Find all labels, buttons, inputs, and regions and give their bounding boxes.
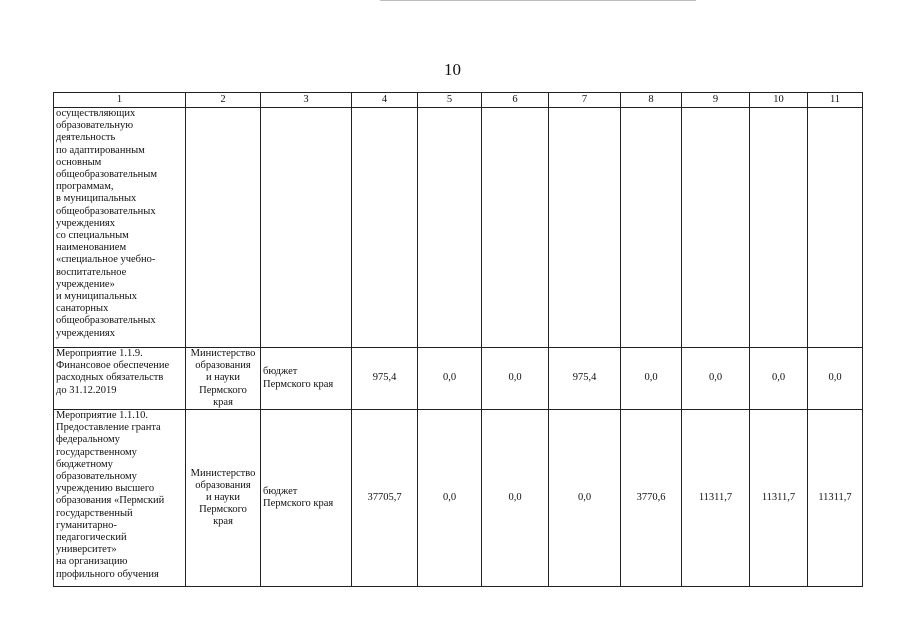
value-cell: 975,4 — [549, 348, 621, 410]
column-header: 6 — [482, 93, 549, 108]
empty-cell — [261, 108, 352, 348]
column-header: 8 — [621, 93, 682, 108]
column-header: 3 — [261, 93, 352, 108]
value-cell: 0,0 — [750, 348, 808, 410]
table-row-1-1-10 — [54, 410, 863, 587]
empty-cell — [186, 108, 261, 348]
funding-source-cell: бюджет Пермского края — [261, 348, 352, 410]
value-cell: 11311,7 — [750, 410, 808, 587]
value-cell: 11311,7 — [808, 410, 863, 587]
row-name: Мероприятие 1.1.10. Предоставление гранта федеральному государственному бюджетному образовательному учреждению высшего образования «Пермский государственный гуманитарно- педагогический университет» на организацию профильного обучения — [54, 410, 186, 587]
empty-cell — [808, 108, 863, 348]
column-header: 10 — [750, 93, 808, 108]
column-header: 1 — [54, 93, 186, 108]
value-cell: 0,0 — [418, 348, 482, 410]
empty-cell — [352, 108, 418, 348]
value-cell: 0,0 — [418, 410, 482, 587]
column-header: 4 — [352, 93, 418, 108]
table-row-continuation — [54, 108, 863, 348]
top-edge-line — [380, 0, 696, 1]
value-cell: 0,0 — [482, 348, 549, 410]
value-cell: 0,0 — [549, 410, 621, 587]
empty-cell — [621, 108, 682, 348]
column-header: 7 — [549, 93, 621, 108]
value-cell: 3770,6 — [621, 410, 682, 587]
table-row-1-1-9 — [54, 348, 863, 410]
column-header: 9 — [682, 93, 750, 108]
header-row — [54, 93, 863, 108]
value-cell: 0,0 — [482, 410, 549, 587]
row-name: осуществляющих образовательную деятельность по адаптированным основным общеобразовательным программам, в муниципальных общеобразовательных учреждениях со специальным наименованием «специальное учебно- воспитательное учреждение» и муниципальных санаторных общеобразовательных учреждениях — [54, 108, 186, 348]
value-cell: 0,0 — [682, 348, 750, 410]
column-header: 2 — [186, 93, 261, 108]
funding-source-cell: бюджет Пермского края — [261, 410, 352, 587]
value-cell: 975,4 — [352, 348, 418, 410]
column-header: 11 — [808, 93, 863, 108]
empty-cell — [482, 108, 549, 348]
row-name: Мероприятие 1.1.9. Финансовое обеспечение расходных обязательств до 31.12.2019 — [54, 348, 186, 410]
budget-table — [53, 92, 863, 587]
empty-cell — [750, 108, 808, 348]
executor-cell: Министерство образования и науки Пермского края — [186, 410, 261, 587]
value-cell: 0,0 — [808, 348, 863, 410]
executor-cell: Министерство образования и науки Пермского края — [186, 348, 261, 410]
value-cell: 37705,7 — [352, 410, 418, 587]
column-header: 5 — [418, 93, 482, 108]
empty-cell — [549, 108, 621, 348]
empty-cell — [418, 108, 482, 348]
empty-cell — [682, 108, 750, 348]
page-number: 10 — [444, 60, 461, 79]
value-cell: 11311,7 — [682, 410, 750, 587]
value-cell: 0,0 — [621, 348, 682, 410]
